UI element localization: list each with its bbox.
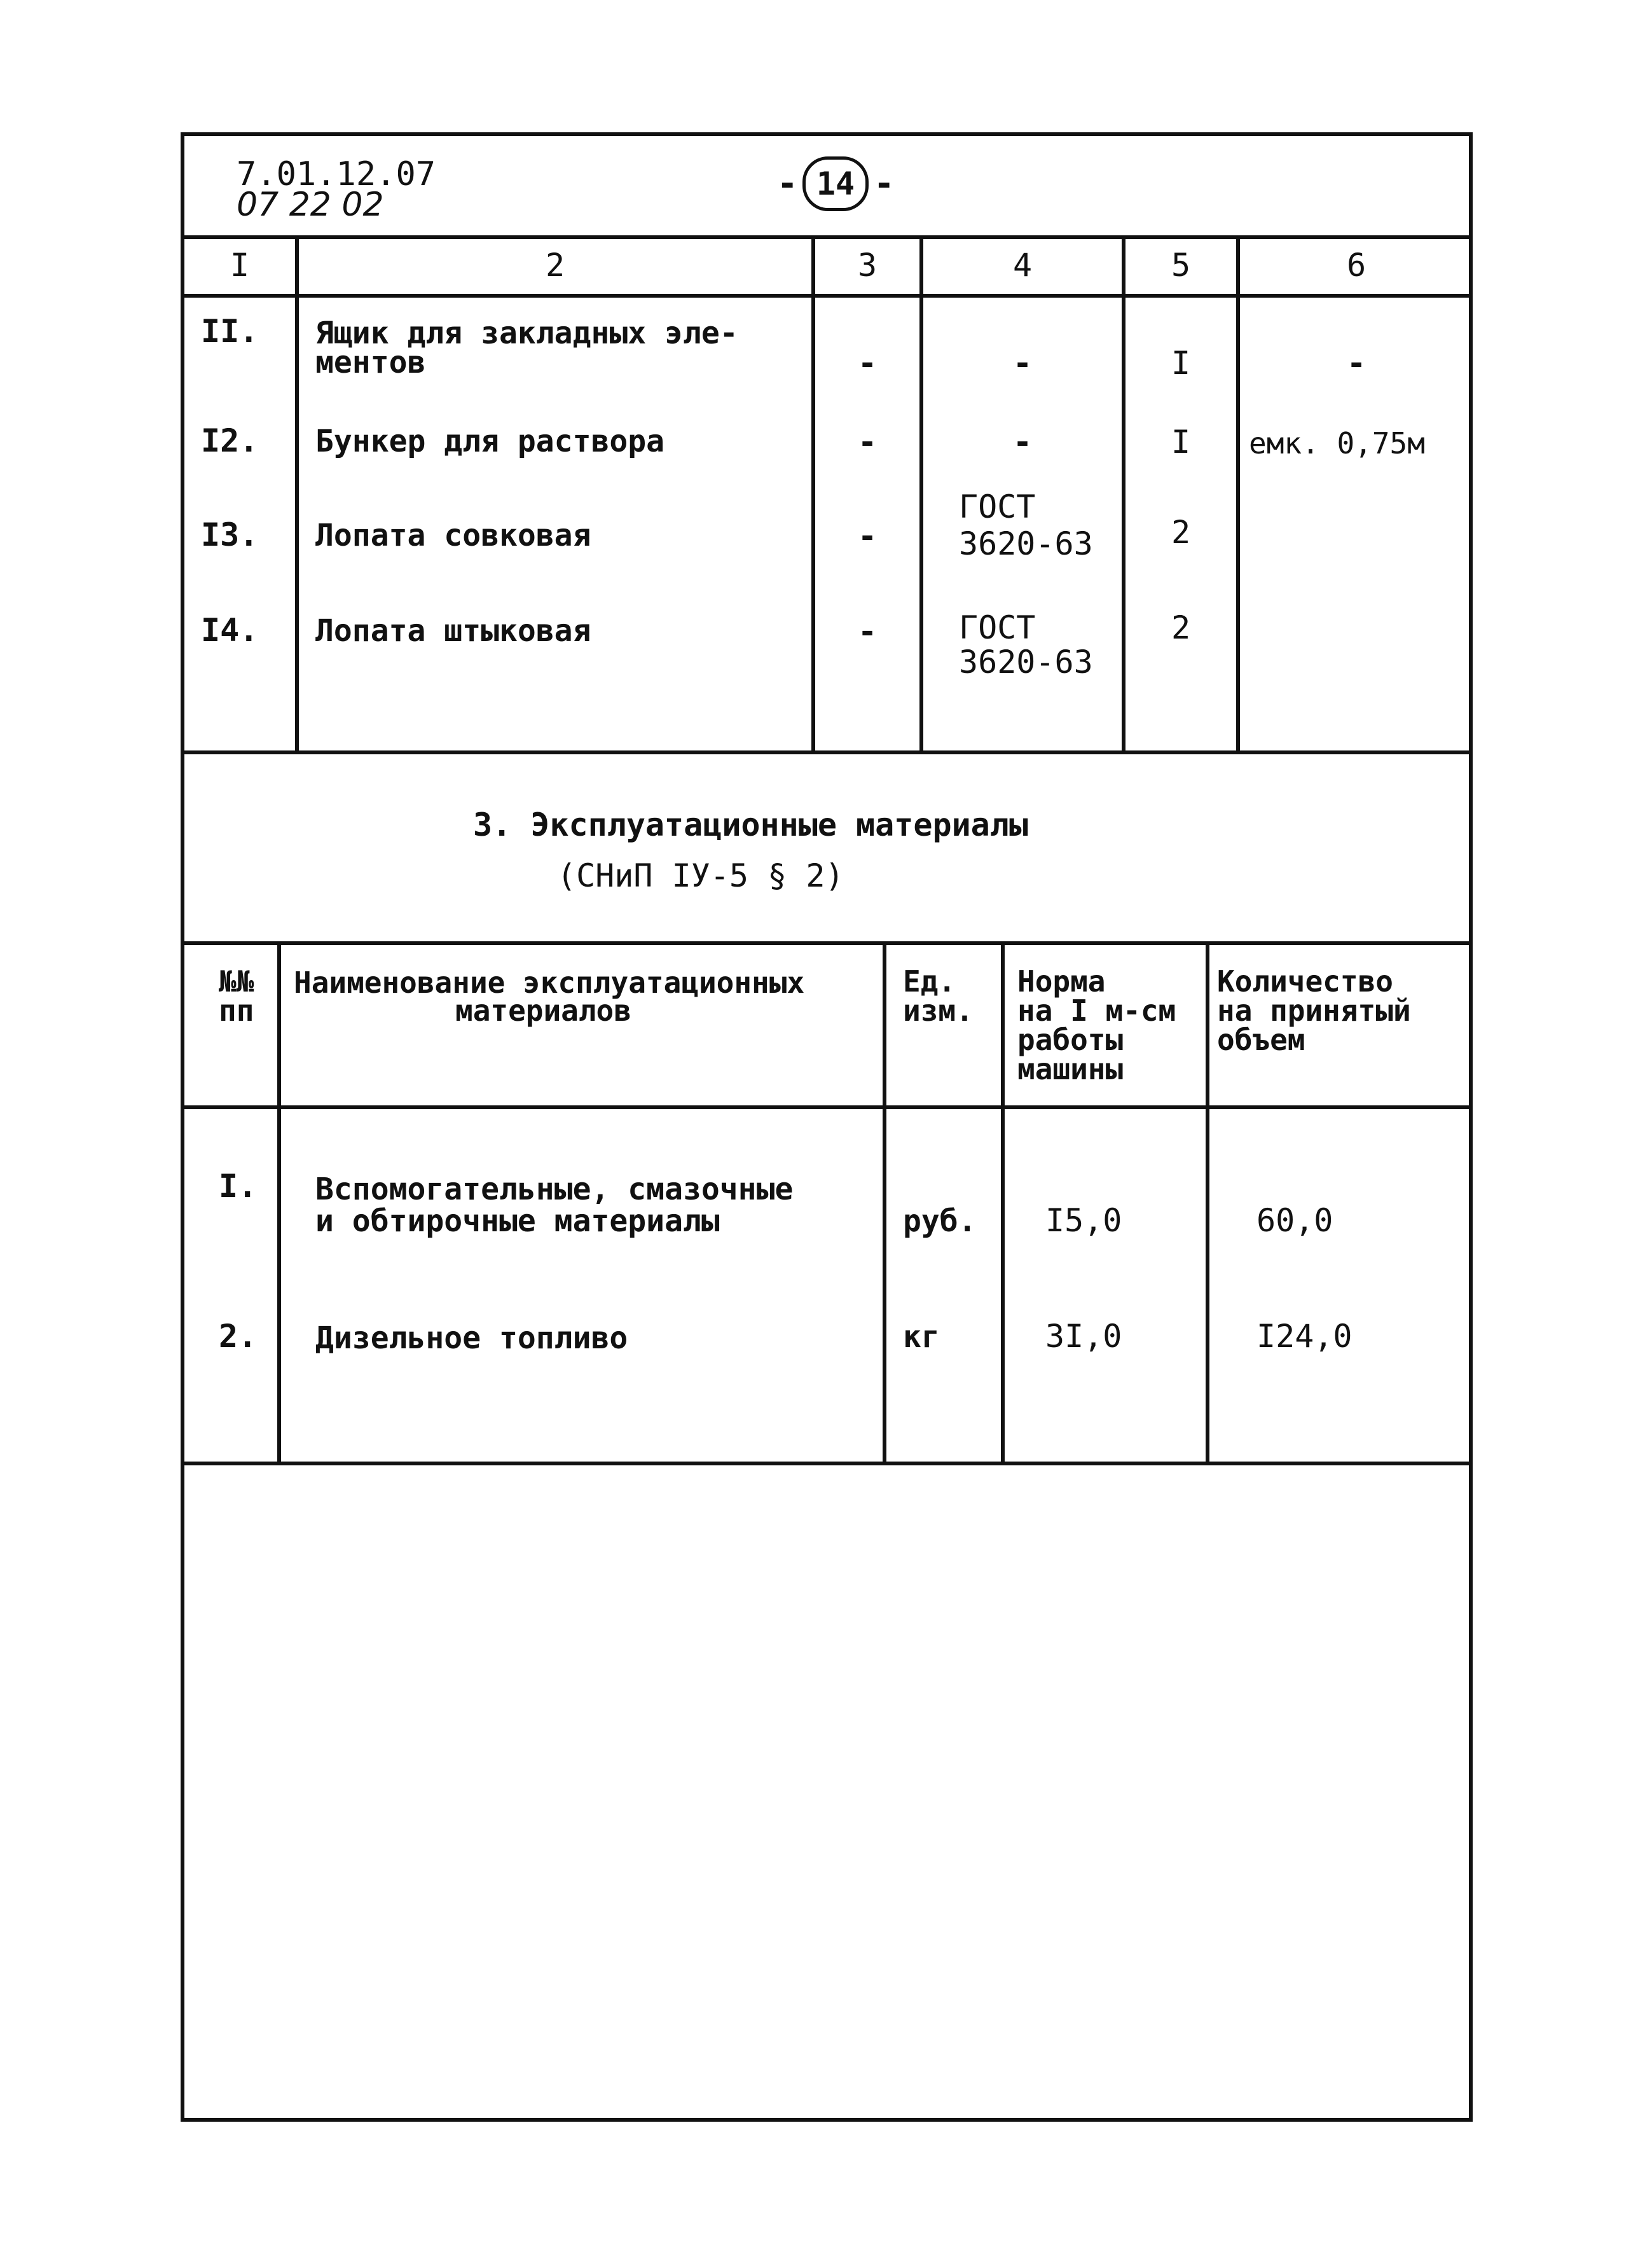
table1-col-header: 6 (1346, 247, 1366, 284)
table1-col-divider-4 (1122, 239, 1125, 754)
table1-col-divider-5 (1236, 239, 1240, 754)
page-dash-left: - (777, 163, 798, 204)
table2-cell-unit: кг (903, 1319, 940, 1355)
table1-cell: - (1012, 345, 1033, 382)
table2-header-line (181, 1105, 1473, 1109)
table1-cell: - (857, 345, 878, 382)
table1-row-name: ментов (315, 345, 426, 380)
table1-col-divider-1 (295, 239, 299, 754)
table2-header-norm: на I м-см (1017, 993, 1176, 1028)
table2-cell-qty: 60,0 (1256, 1202, 1333, 1239)
table1-top-line (181, 235, 1473, 239)
table1-col-header: 4 (1012, 247, 1033, 284)
table2-header-unit: Ед. (903, 964, 956, 999)
table2-col-divider-1 (277, 945, 281, 1465)
table2-header-unit: изм. (903, 993, 974, 1028)
table2-col-divider-4 (1206, 945, 1209, 1465)
page-number: 14 (816, 165, 855, 202)
table2-row-number: 2. (219, 1318, 258, 1355)
table2-cell-norm: 3I,0 (1045, 1318, 1122, 1355)
table2-header-qty: объем (1217, 1023, 1305, 1057)
table2-header-qty: на принятый (1217, 993, 1411, 1028)
page-dash-right: - (874, 163, 895, 204)
table1-bottom-line (181, 750, 1473, 754)
table1-cell: - (857, 424, 878, 460)
table2-cell-qty: I24,0 (1256, 1318, 1353, 1355)
section-title: 3. Эксплуатационные материалы (473, 806, 1028, 843)
table2-header-norm: Норма (1017, 964, 1106, 999)
table1-col-divider-2 (811, 239, 815, 754)
table2-cell-norm: I5,0 (1045, 1202, 1122, 1239)
table1-row-name: Лопата штыковая (315, 613, 591, 649)
table1-cell: ГОСТ (959, 609, 1036, 646)
doc-code-secondary: 07 22 02 (237, 186, 384, 224)
table1-cell: 2 (1171, 609, 1191, 646)
table2-row-name: Дизельное топливо (315, 1320, 628, 1356)
table1-cell: I (1171, 424, 1191, 460)
table2-row-name: Вспомогательные, смазочные (315, 1172, 794, 1207)
table2-header-num: пп (219, 993, 254, 1028)
table1-cell: - (1012, 424, 1033, 460)
table1-cell: 3620-63 (959, 525, 1093, 562)
table2-header-name: материалов (455, 993, 631, 1028)
table2-header-qty: Количество (1217, 964, 1393, 999)
section-subtitle: (СНиП IУ-5 § 2) (557, 857, 844, 894)
table2-row-number: I. (219, 1168, 258, 1205)
table1-cell: ГОСТ (959, 488, 1036, 525)
table2-col-divider-3 (1001, 945, 1005, 1465)
table1-row-name: Лопата совковая (315, 518, 591, 553)
table2-cell-unit: руб. (903, 1203, 977, 1239)
table2-header-norm: работы (1017, 1023, 1124, 1057)
table2-bottom-line (181, 1462, 1473, 1465)
table2-header-num: №№ (219, 964, 254, 999)
table1-row-number: I4. (201, 612, 259, 649)
table1-row-name: Бункер для раствора (315, 424, 665, 459)
table1-row-name: Ящик для закладных эле- (315, 315, 738, 351)
table1-cell: - (857, 518, 878, 555)
table2-header-norm: машины (1017, 1052, 1124, 1086)
table1-header-line (181, 294, 1473, 298)
table1-col-header: 5 (1171, 247, 1191, 284)
table2-header-name: Наименование эксплуатационных (294, 965, 805, 1000)
doc-code: 7.01.12.07 (237, 155, 436, 193)
table1-cell: 2 (1171, 514, 1191, 551)
table2-col-divider-2 (883, 945, 886, 1465)
table1-cell: I (1171, 345, 1191, 382)
table1-cell: 3620-63 (959, 644, 1093, 681)
table1-col-divider-3 (919, 239, 923, 754)
table1-col-header: 2 (545, 247, 565, 284)
table1-cell: емк. 0,75м (1249, 426, 1425, 460)
table1-col-header: I (230, 247, 250, 284)
table1-row-number: I3. (201, 516, 259, 553)
table1-cell: - (857, 613, 878, 650)
table1-col-header: 3 (857, 247, 878, 284)
table2-row-name: и обтирочные материалы (315, 1203, 720, 1239)
table2-top-line (181, 941, 1473, 945)
table1-cell: - (1346, 345, 1366, 382)
table1-row-number: I2. (201, 422, 259, 459)
table1-row-number: II. (201, 313, 259, 350)
